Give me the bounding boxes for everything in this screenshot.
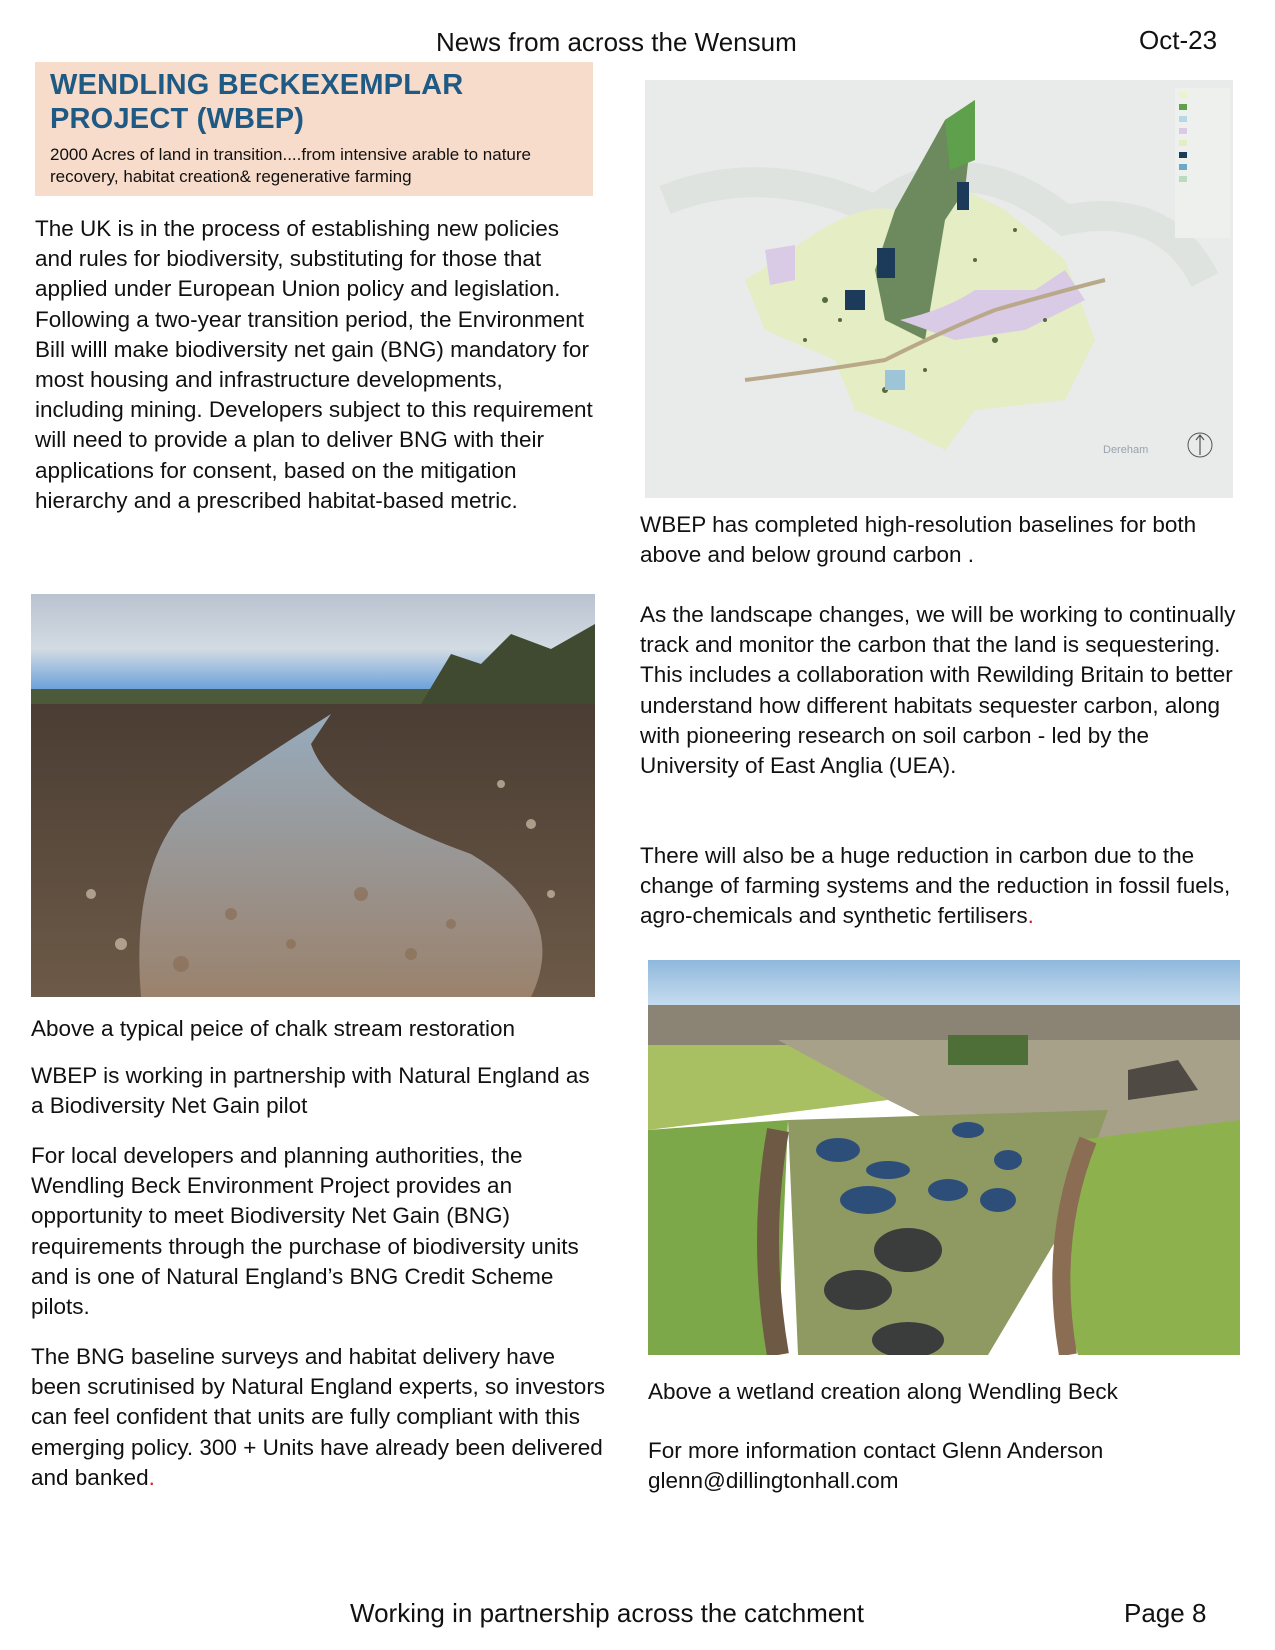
footer-tagline: Working in partnership across the catchment <box>350 1598 864 1628</box>
article-subtitle: 2000 Acres of land in transition....from intensive arable to nature recovery, habitat creation& regenerative farming <box>50 145 531 186</box>
habitat-map-image <box>645 80 1233 498</box>
habitat-map <box>645 80 1233 498</box>
baseline-period: . <box>148 1464 155 1490</box>
chalk-stream-image <box>31 594 595 997</box>
chalk-stream-photo <box>31 594 595 997</box>
partnership-paragraph: WBEP is working in partnership with Natural England as a Biodiversity Net Gain pilot <box>31 1063 590 1119</box>
reduction-text: There will also be a huge reduction in carbon due to the change of farming systems and the reduction in fossil fuels, agro-chemicals and synthetic fertilisers <box>640 843 1231 929</box>
developers-paragraph: For local developers and planning authorities, the Wendling Beck Environment Project provides an opportunity to meet Biodiversity Net Gain (BNG) requirements through the purchase of biodiversity units and is one of Natural England’s BNG Credit Scheme pilots. <box>31 1143 579 1320</box>
reduction-paragraph <box>640 841 1240 932</box>
wetland-caption: Above a wetland creation along Wendling Beck <box>648 1379 1118 1404</box>
contact-line: For more information contact Glenn Anderson <box>648 1438 1104 1463</box>
issue-date: Oct-23 <box>1139 25 1218 55</box>
map-place-label: Dereham <box>1103 444 1149 456</box>
page-number: Page 8 <box>1124 1598 1207 1628</box>
intro-paragraph: The UK is in the process of establishing new policies and rules for biodiversity, substituting for those that applied under European Union policy and legislation. Following a two-year transition period, the Environment Bill willl make biodiversity net gain (BNG) mandatory for most housing and infrastructure developments, including mining. Developers subject to this requirement will need to provide a plan to deliver BNG with their applications for consent, based on the mitigation hierarchy and a prescribed habitat-based metric. <box>35 216 593 513</box>
wetland-aerial-image <box>648 960 1240 1355</box>
stream-caption: Above a typical peice of chalk stream restoration <box>31 1016 515 1041</box>
contact-block <box>648 1436 1228 1496</box>
wetland-photo <box>648 960 1240 1355</box>
baseline-paragraph <box>31 1342 606 1493</box>
article-banner <box>35 62 593 196</box>
carbon-baseline-paragraph: WBEP has completed high-resolution baselines for both above and below ground carbon . <box>640 512 1197 568</box>
monitoring-paragraph: As the landscape changes, we will be working to continually track and monitor the carbon that the land is sequestering. This includes a collaboration with Rewilding Britain to better understand how different habitats sequester carbon, along with pioneering research on soil carbon - led by the University of East Anglia (UEA). <box>640 602 1236 779</box>
article-title: WENDLING BECKEXEMPLAR PROJECT (WBEP) <box>50 69 464 135</box>
baseline-text: The BNG baseline surveys and habitat delivery have been scrutinised by Natural England experts, so investors can feel confident that units are fully compliant with this emerging policy. 300 + Units have already been delivered and banked <box>31 1344 606 1490</box>
newsletter-title: News from across the Wensum <box>436 27 797 57</box>
contact-email-link[interactable]: glenn@dillingtonhall.com <box>648 1468 899 1494</box>
reduction-period: . <box>1027 903 1034 929</box>
